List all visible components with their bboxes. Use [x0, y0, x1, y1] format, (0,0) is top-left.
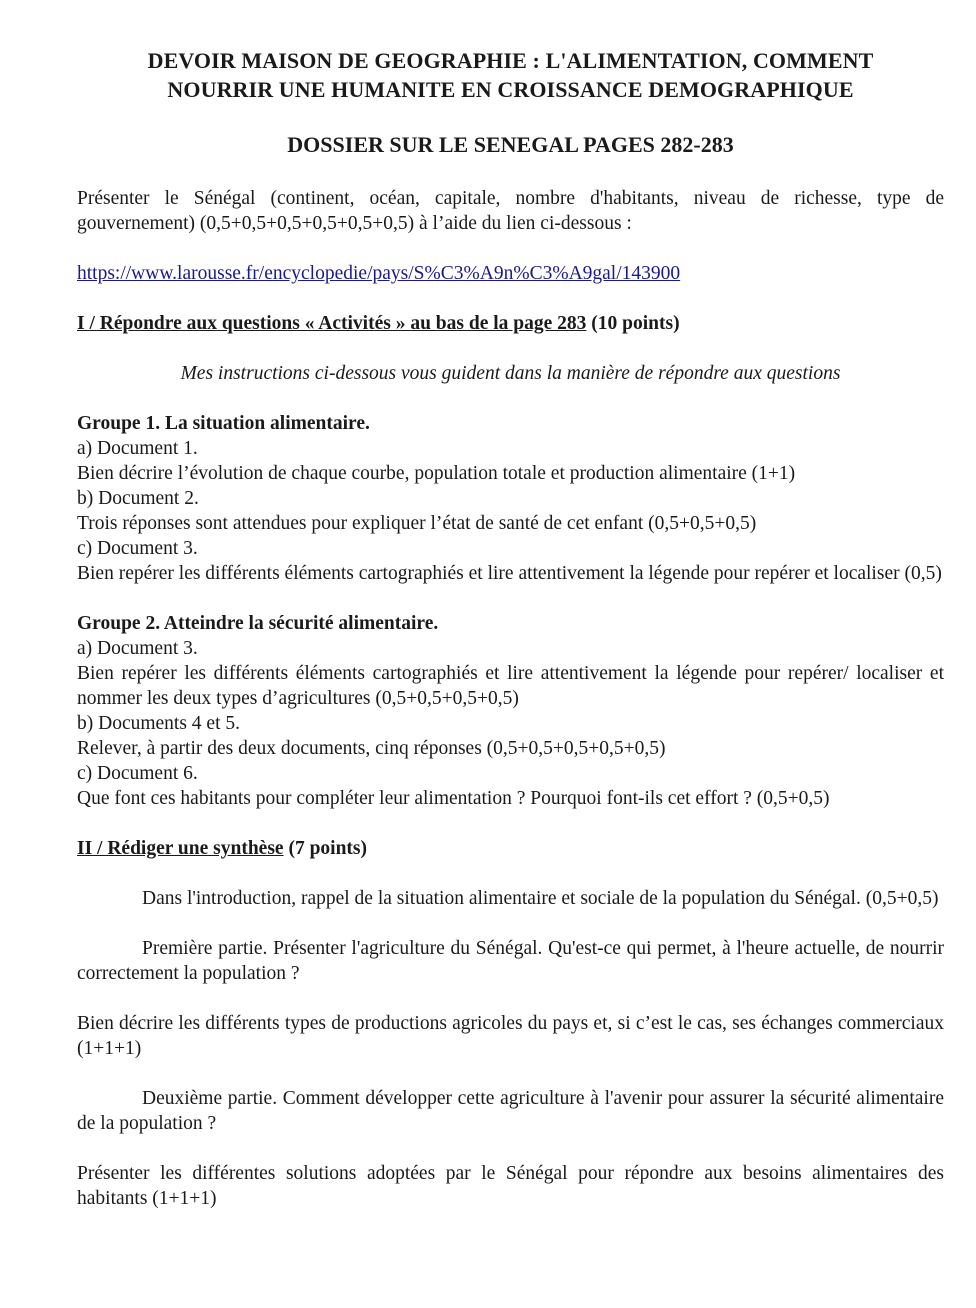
group-1-a-label: a) Document 1.: [77, 438, 198, 459]
group-2-title: Groupe 2. Atteindre la sécurité alimentaire.: [77, 613, 439, 634]
group-2-c-label: c) Document 6.: [77, 763, 198, 784]
group-1-c-text: Bien repérer les différents éléments cartographiés et lire attentivement la légende pour repérer et localiser (0,5): [77, 563, 942, 584]
larousse-link[interactable]: https://www.larousse.fr/encyclopedie/pays/S%C3%A9n%C3%A9gal/143900: [77, 263, 681, 284]
group-1-a-text: Bien décrire l’évolution de chaque courbe, population totale et production alimentaire (1+1): [77, 463, 796, 484]
group-2-b-label: b) Documents 4 et 5.: [77, 713, 241, 734]
document-body: [77, 46, 944, 1211]
synthesis-first-detail: Bien décrire les différents types de productions agricoles du pays et, si c’est le cas, ses échanges commerciaux (1+1+1): [77, 1013, 944, 1059]
group-2-a-text: Bien repérer les différents éléments cartographiés et lire attentivement la légende pour repérer/ localiser et nommer les deux types d’agricultures (0,5+0,5+0,5+0,5): [77, 663, 944, 709]
section-2-points: (7 points): [283, 838, 368, 859]
instructions-note: Mes instructions ci-dessous vous guident dans la manière de répondre aux questions: [180, 363, 841, 384]
page-title: [77, 46, 944, 104]
section-1-title: I / Répondre aux questions « Activités » au bas de la page 283: [77, 313, 587, 334]
group-2-b-text: Relever, à partir des deux documents, cinq réponses (0,5+0,5+0,5+0,5+0,5): [77, 738, 666, 759]
section-1-points: (10 points): [586, 313, 680, 334]
title-line-2: NOURRIR UNE HUMANITE EN CROISSANCE DEMOGRAPHIQUE: [167, 77, 854, 102]
section-2-heading: [77, 836, 944, 861]
synthesis-second-part: Deuxième partie. Comment développer cette agriculture à l'avenir pour assurer la sécurité alimentaire de la population ?: [77, 1088, 944, 1134]
title-line-1: DEVOIR MAISON DE GEOGRAPHIE : L'ALIMENTATION, COMMENT: [147, 48, 874, 73]
group-1-b-label: b) Document 2.: [77, 488, 199, 509]
group-2-a-label: a) Document 3.: [77, 638, 198, 659]
group-1-c-label: c) Document 3.: [77, 538, 198, 559]
group-1-title: Groupe 1. La situation alimentaire.: [77, 413, 370, 434]
section-1-heading: [77, 311, 944, 336]
synthesis-first-part: Première partie. Présenter l'agriculture du Sénégal. Qu'est-ce qui permet, à l'heure actuelle, de nourrir correctement la population ?: [77, 938, 944, 984]
page-subtitle: DOSSIER SUR LE SENEGAL PAGES 282-283: [287, 132, 734, 157]
group-1-b-text: Trois réponses sont attendues pour expliquer l’état de santé de cet enfant (0,5+0,5+0,5): [77, 513, 757, 534]
group-2-c-text: Que font ces habitants pour compléter leur alimentation ? Pourquoi font-ils cet effort ? (0,5+0,5): [77, 788, 830, 809]
section-2-title: II / Rédiger une synthèse: [77, 838, 284, 859]
synthesis-second-detail: Présenter les différentes solutions adoptées par le Sénégal pour répondre aux besoins alimentaires des habitants (1+1+1): [77, 1163, 944, 1209]
synthesis-intro: Dans l'introduction, rappel de la situation alimentaire et sociale de la population du Sénégal. (0,5+0,5): [142, 888, 939, 909]
intro-paragraph: Présenter le Sénégal (continent, océan, capitale, nombre d'habitants, niveau de richesse, type de gouvernement) (0,5+0,5+0,5+0,5+0,5+0,5) à l’aide du lien ci-dessous :: [77, 188, 944, 234]
